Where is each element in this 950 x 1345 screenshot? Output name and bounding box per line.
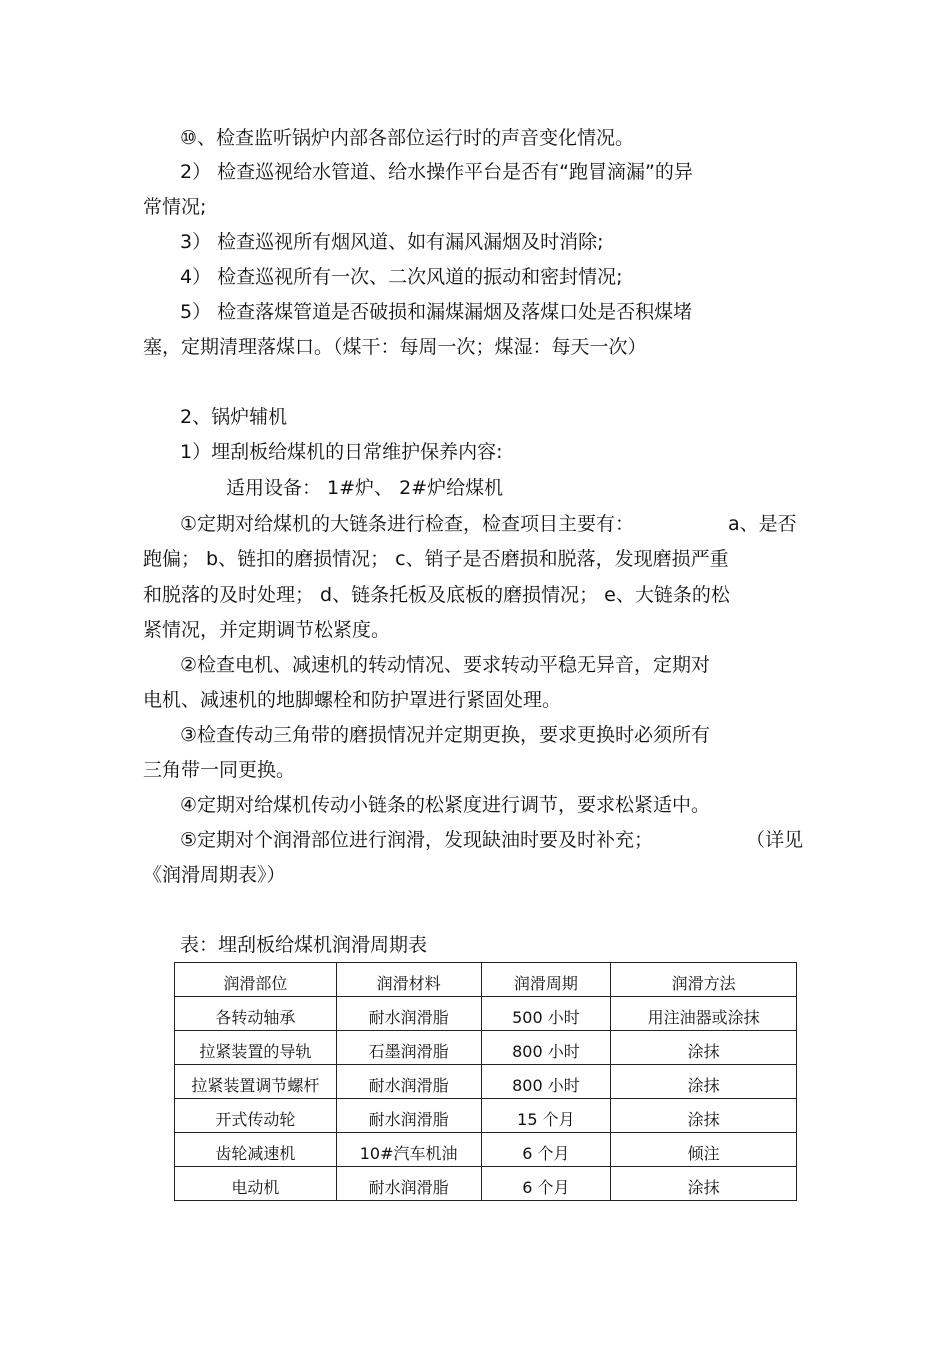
header-cell: 润滑周期 bbox=[481, 963, 611, 997]
table-row bbox=[175, 1031, 797, 1065]
header-cell: 润滑材料 bbox=[336, 963, 481, 997]
table-cell: 用注油器或涂抹 bbox=[611, 997, 797, 1031]
table-cell: 耐水润滑脂 bbox=[336, 1065, 481, 1099]
table-cell: 涂抹 bbox=[611, 1031, 797, 1065]
check-item-4: ④定期对给煤机传动小链条的松紧度进行调节，要求松紧适中。 bbox=[180, 794, 711, 816]
table-cell: 涂抹 bbox=[611, 1167, 797, 1201]
paragraph-item-2-line1: 2） 检查巡视给水管道、给水操作平台是否有“跑冒滴漏”的异 bbox=[180, 161, 693, 183]
table-cell: 石墨润滑脂 bbox=[336, 1031, 481, 1065]
subsection-heading-feeder: 1）埋刮板给煤机的日常维护保养内容: bbox=[180, 441, 503, 463]
table-header-row bbox=[175, 963, 797, 997]
table-cell: 耐水润滑脂 bbox=[336, 997, 481, 1031]
paragraph-item-3: 3） 检查巡视所有烟风道、如有漏风漏烟及时消除; bbox=[180, 231, 604, 253]
paragraph-item-4: 4） 检查巡视所有一次、二次风道的振动和密封情况; bbox=[180, 266, 623, 288]
table-cell: 开式传动轮 bbox=[175, 1099, 337, 1133]
table-cell: 6 个月 bbox=[481, 1133, 611, 1167]
header-cell: 润滑方法 bbox=[611, 963, 797, 997]
table-cell: 各转动轴承 bbox=[175, 997, 337, 1031]
table-cell: 倾注 bbox=[611, 1133, 797, 1167]
check-item-5-line1: ⑤定期对个润滑部位进行润滑，发现缺油时要及时补充； bbox=[180, 829, 654, 851]
check-item-5-line1-tail: （详见 bbox=[746, 829, 804, 851]
table-cell: 拉紧装置的导轨 bbox=[175, 1031, 337, 1065]
check-item-1-line3: 和脱落的及时处理； d、链条托板及底板的磨损情况； e、大链条的松 bbox=[143, 584, 730, 606]
table-cell: 800 小时 bbox=[481, 1065, 611, 1099]
table-row bbox=[175, 1099, 797, 1133]
table-cell: 10#汽车机油 bbox=[336, 1133, 481, 1167]
table-cell: 耐水润滑脂 bbox=[336, 1167, 481, 1201]
check-item-5-line2: 《润滑周期表》） bbox=[143, 864, 286, 886]
lubrication-schedule-table bbox=[174, 962, 797, 1201]
table-cell: 涂抹 bbox=[611, 1065, 797, 1099]
check-item-3-line2: 三角带一同更换。 bbox=[143, 759, 296, 781]
paragraph-item-5-line2: 塞，定期清理落煤口。（煤干：每周一次；煤湿：每天一次） bbox=[143, 336, 647, 358]
table-cell: 齿轮减速机 bbox=[175, 1133, 337, 1167]
paragraph-item-2-line2: 常情况; bbox=[143, 196, 207, 218]
paragraph-item-10: ⑩、检查监听锅炉内部各部位运行时的声音变化情况。 bbox=[180, 127, 635, 149]
table-row bbox=[175, 997, 797, 1031]
table-cell: 拉紧装置调节螺杆 bbox=[175, 1065, 337, 1099]
header-cell: 润滑部位 bbox=[175, 963, 337, 997]
table-cell: 800 小时 bbox=[481, 1031, 611, 1065]
table-row bbox=[175, 1167, 797, 1201]
check-item-1-line2: 跑偏； b、链扣的磨损情况； c、销子是否磨损和脱落，发现磨损严重 bbox=[143, 548, 729, 570]
check-item-1-line1-tail: a、是否 bbox=[728, 513, 797, 535]
table-caption: 表：埋刮板给煤机润滑周期表 bbox=[180, 934, 428, 956]
table-cell: 电动机 bbox=[175, 1167, 337, 1201]
table-cell: 耐水润滑脂 bbox=[336, 1099, 481, 1133]
table-row bbox=[175, 1133, 797, 1167]
paragraph-item-5-line1: 5） 检查落煤管道是否破损和漏煤漏烟及落煤口处是否积煤堵 bbox=[180, 301, 693, 323]
section-heading-boiler-aux: 2、锅炉辅机 bbox=[180, 406, 288, 428]
check-item-3-line1: ③检查传动三角带的磨损情况并定期更换，要求更换时必须所有 bbox=[180, 724, 711, 746]
check-item-1-line1: ①定期对给煤机的大链条进行检查，检查项目主要有： bbox=[180, 513, 635, 535]
table-cell: 涂抹 bbox=[611, 1099, 797, 1133]
table-cell: 6 个月 bbox=[481, 1167, 611, 1201]
check-item-2-line2: 电机、减速机的地脚螺栓和防护罩进行紧固处理。 bbox=[143, 689, 562, 711]
table-cell: 500 小时 bbox=[481, 997, 611, 1031]
table-row bbox=[175, 1065, 797, 1099]
table-cell: 15 个月 bbox=[481, 1099, 611, 1133]
check-item-1-line4: 紧情况，并定期调节松紧度。 bbox=[143, 619, 391, 641]
applicable-equipment: 适用设备： 1#炉、 2#炉给煤机 bbox=[226, 477, 504, 499]
check-item-2-line1: ②检查电机、减速机的转动情况、要求转动平稳无异音，定期对 bbox=[180, 654, 711, 676]
